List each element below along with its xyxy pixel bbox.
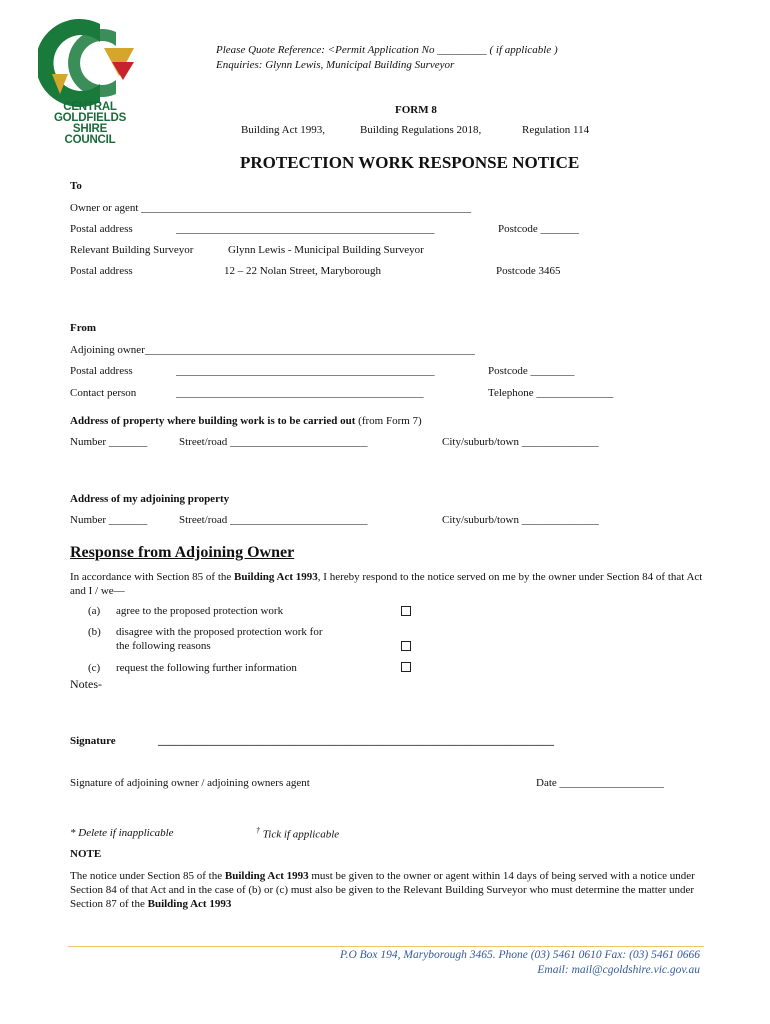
postcode-field[interactable]: Postcode _______ xyxy=(498,223,579,235)
signature-label: Signature xyxy=(70,735,116,747)
response-heading: Response from Adjoining Owner xyxy=(70,544,295,561)
rbs-value: Glynn Lewis - Municipal Building Surveyor xyxy=(228,244,424,256)
adjoining-street-field[interactable]: Street/road _________________________ xyxy=(179,514,368,526)
option-c-checkbox[interactable] xyxy=(401,662,411,672)
postal-address-field[interactable]: _______________________________________________ xyxy=(176,223,435,235)
footer-address: P.O Box 194, Maryborough 3465. Phone (03) 5461 0610 Fax: (03) 5461 0666 xyxy=(340,949,700,961)
postal-address2-value: 12 – 22 Nolan Street, Maryborough xyxy=(224,265,382,277)
signature-field[interactable]: ________________________________________________________________________ xyxy=(158,735,554,747)
note-heading: NOTE xyxy=(70,848,102,860)
from-postal-field[interactable]: _______________________________________________ xyxy=(176,365,435,377)
note-text: The notice under Section 85 of the Building Act 1993 must be given to the owner or agent within 14 days of being served with a notice under Section 84 of that Act and in the case of (b) or (c) must also be given to the Relevant Building Surveyor who must determine the matter under Section 87 of the Building Act 1993 xyxy=(70,870,695,910)
logo-text: CENTRAL GOLDFIELDS SHIRE COUNCIL xyxy=(53,101,127,146)
from-postal-label: Postal address xyxy=(70,365,133,377)
rbs-label: Relevant Building Surveyor xyxy=(70,244,194,256)
from-postcode-field[interactable]: Postcode ________ xyxy=(488,365,575,377)
option-b-letter: (b) xyxy=(88,626,101,638)
signature-caption: Signature of adjoining owner / adjoining owners agent xyxy=(70,777,310,789)
adjoining-owner-field[interactable]: Adjoining owner____________________________________________________________ xyxy=(70,344,475,356)
enquiries-line: Enquiries: Glynn Lewis, Municipal Building Surveyor xyxy=(216,59,455,71)
footer-divider xyxy=(68,946,704,947)
footer-email: Email: mail@cgoldshire.vic.gov.au xyxy=(537,964,700,976)
form-number: FORM 8 xyxy=(395,104,437,116)
building-act: Building Act 1993, xyxy=(241,124,326,136)
owner-agent-field[interactable]: Owner or agent ____________________________________________________________ xyxy=(70,202,472,214)
date-field[interactable]: Date ___________________ xyxy=(536,777,665,789)
reference-line: Please Quote Reference: <Permit Application No _________ ( if applicable ) xyxy=(216,44,558,56)
option-c-text: request the following further information xyxy=(116,662,297,674)
option-b-checkbox[interactable] xyxy=(401,641,411,651)
postal-address-label: Postal address xyxy=(70,223,133,235)
postcode2-value: Postcode 3465 xyxy=(496,265,561,277)
property-street-field[interactable]: Street/road _________________________ xyxy=(179,436,368,448)
option-a-checkbox[interactable] xyxy=(401,606,411,616)
adjoining-address-heading: Address of my adjoining property xyxy=(70,493,230,505)
option-b-text: disagree with the proposed protection work for xyxy=(116,626,323,638)
option-c-letter: (c) xyxy=(88,662,101,674)
page-title: PROTECTION WORK RESPONSE NOTICE xyxy=(240,153,580,172)
logo-red-triangle xyxy=(112,62,134,80)
property-address-heading: Address of property where building work is to be carried out (from Form 7) xyxy=(70,415,422,427)
building-regulations: Building Regulations 2018, xyxy=(360,124,482,136)
from-heading: From xyxy=(70,322,97,334)
regulation-number: Regulation 114 xyxy=(522,124,590,136)
notes-label: Notes- xyxy=(70,677,102,691)
contact-person-field[interactable]: _____________________________________________ xyxy=(176,387,424,399)
adjoining-number-field[interactable]: Number _______ xyxy=(70,514,148,526)
option-a-text: agree to the proposed protection work xyxy=(116,605,284,617)
property-city-field[interactable]: City/suburb/town ______________ xyxy=(442,436,599,448)
option-a-letter: (a) xyxy=(88,605,101,617)
adjoining-city-field[interactable]: City/suburb/town ______________ xyxy=(442,514,599,526)
response-intro: In accordance with Section 85 of the Building Act 1993, I hereby respond to the notice served on me by the owner under Section 84 of that Act and I / we— xyxy=(70,571,703,597)
tick-footnote: † Tick if applicable xyxy=(256,826,340,841)
contact-person-label: Contact person xyxy=(70,387,137,399)
delete-footnote: * Delete if inapplicable xyxy=(70,827,174,839)
logo-inner-c xyxy=(68,29,116,97)
telephone-field[interactable]: Telephone ______________ xyxy=(488,387,614,399)
to-heading: To xyxy=(70,180,82,192)
property-number-field[interactable]: Number _______ xyxy=(70,436,148,448)
option-b-text2: the following reasons xyxy=(116,640,211,652)
postal-address2-label: Postal address xyxy=(70,265,133,277)
